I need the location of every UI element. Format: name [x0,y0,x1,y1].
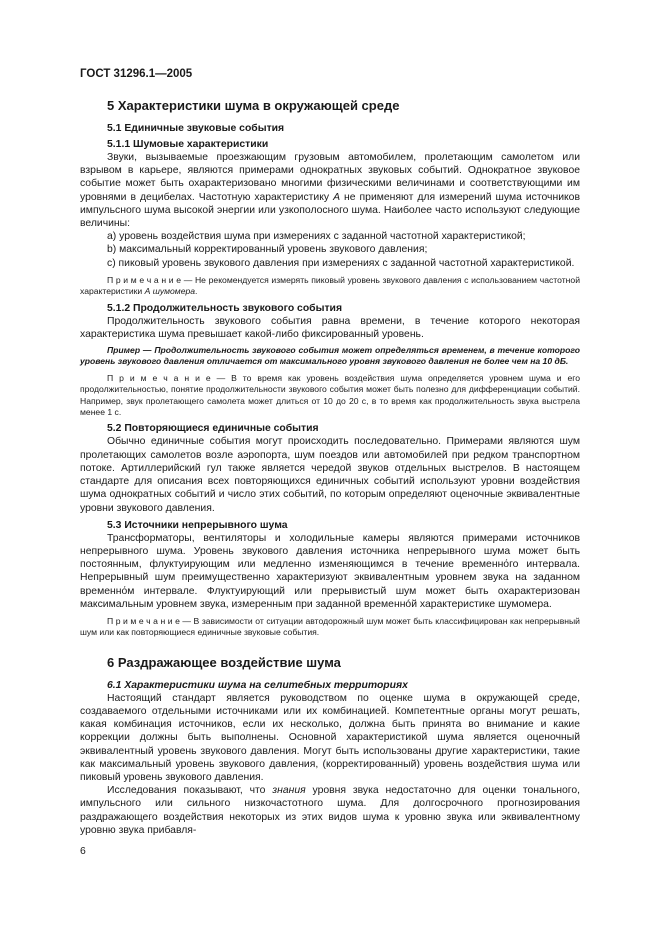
list-item-c: c) пиковый уровень звукового давления при измерениях с заданной частотной характеристикой. [107,257,575,269]
list-item-b: b) максимальный корректированный уровень звукового давления; [107,244,428,256]
paragraph-6-1-a: Настоящий стандарт является руководством по оценке шума в окружающей среде, создаваемого отдельными источниками или их комбинацией. Компетентные органы могут решать, какая комбинация источников, если их несколько, должна быть принята во внимание и какие коррекции должны быть выполнены. Основной характеристикой шума является оценочный эквивалентный уровень звукового давления. Могут быть использованы другие характеристики, такие как максимальный уровень звукового давления, (корректированный) уровень воздействия шума или пиковый уровень звукового давления. [80,692,580,783]
subsection-5-1-title: 5.1 Единичные звуковые события [107,123,285,134]
page-number: 6 [80,846,86,857]
page-content [80,92,580,837]
paragraph-5-3: Трансформаторы, вентиляторы и холодильные камеры являются примерами источников непрерывного шума. Уровень звукового давления источника непрерывного шума может быть постоянным, флуктуирующим или медленно изменяющимся в течение временнόго интервала. Непрерывный шум преимущественно характеризуют эквивалентным уровнем звука на заданном временнόм интервале. Флуктуирующий или прерывистый шум может быть охарактеризован максимальным уровнем звука, измеренным при заданной временнóй характеристике шумомера. [80,532,580,610]
subsection-5-1-1-title: 5.1.1 Шумовые характеристики [107,139,269,150]
example-text: Пример — Продолжительность звукового события может определяться временем, в течение которого уровень звукового давления отличается от максимального уровня звукового давления не более чем на 10 дБ. [80,345,580,367]
subsection-5-3-title: 5.3 Источники непрерывного шума [107,519,288,531]
paragraph-5-1-2: Продолжительность звукового события равна времени, в течение которого некоторая характеристика шума превышает какой-либо фиксированный уровень. [80,315,580,340]
section-6-title: 6 Раздражающее воздействие шума [107,654,341,670]
paragraph-5-1-1: Звуки, вызываемые проезжающим грузовым автомобилем, пролетающим самолетом или взрывом в карьере, являются примерами однократных звуковых событий. Однократное звуковое событие может быть охарактеризовано многими физическими величинами и соответствующими им уровнями в децибелах. Частотную характеристику А не применяют для измерений шума источников импульсного шума высокой энергии или узкополосного шума. Наиболее часто используют следующие величины: [80,152,580,230]
subsection-5-2-title: 5.2 Повторяющиеся единичные события [107,423,319,435]
paragraph-5-2: Обычно единичные события могут происходить последовательно. Примерами являются шум пролетающих самолетов возле аэропорта, шум поездов или автомобилей при редком транспортном потоке. Артиллерийский гул также является чередой звуков отдельных выстрелов. В настоящем стандарте для описания всех повторяющихся единичных событий используют уровни воздействия шума однократных событий и число этих событий, по которым определяют оценочные эквивалентные уровни звукового давления. [80,436,580,514]
subsection-6-1-title: 6.1 Характеристики шума на селитебных территориях [107,679,408,691]
document-header: ГОСТ 31296.1—2005 [80,68,193,80]
note-1: П р и м е ч а н и е — Не рекомендуется измерять пиковый уровень звукового давления с использованием частотной характеристики А шумомера. [80,274,581,297]
section-5-title: 5 Характеристики шума в окружающей среде [107,98,400,113]
paragraph-6-1-b: Исследования показывают, что знания уровня звука недостаточно для оценки тонального, импульсного или сильного низкочастотного шума. Для долгосрочного прогнозирования раздражающего воздействия некоторых из этих видов шума к уровню звука или эквивалентному уровню звука прибавля- [80,785,580,836]
list-item-a: a) уровень воздействия шума при измерениях с заданной частотной характеристикой; [107,231,526,243]
subsection-5-1-2-title: 5.1.2 Продолжительность звукового события [107,302,343,314]
note-2: П р и м е ч а н и е — В то время как уровень воздействия шума определяется уровнем шума и его продолжительностью, понятие продолжительности звукового события может быть полезно для дифференциации событий. Например, звук пролетающего самолета может длиться от 10 до 20 с, в то время как продолжительность звука выстрела менее 1 с. [80,372,581,418]
note-3: П р и м е ч а н и е — В зависимости от ситуации автодорожный шум может быть классифицирован как непрерывный шум или как повторяющиеся единичные звуковые события. [80,615,580,638]
